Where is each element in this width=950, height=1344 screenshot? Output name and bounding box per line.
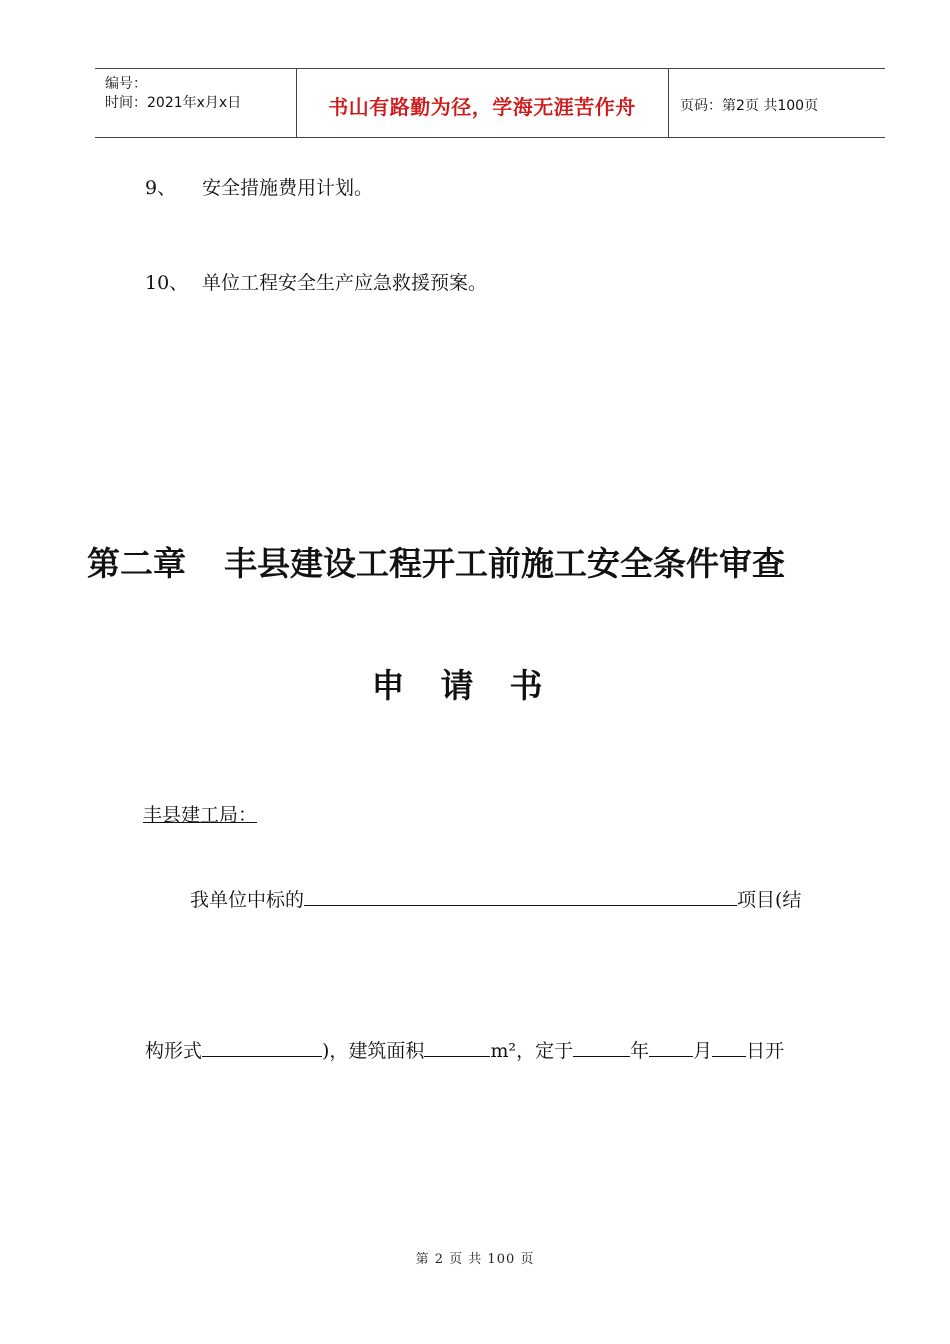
page-header xyxy=(95,68,885,138)
header-motto-cell xyxy=(296,69,669,137)
header-page-cell xyxy=(668,69,885,137)
list-item xyxy=(145,173,373,200)
letter-line-2 xyxy=(145,1036,784,1063)
letter-addressee: 丰县建工局： xyxy=(143,804,258,826)
year-text: 年 xyxy=(630,1040,650,1062)
line1-start-text: 我单位中标的 xyxy=(190,889,305,911)
document-time-label: 时间：2021年x月x日 xyxy=(105,95,242,111)
structure-form-text: 构形式 xyxy=(145,1040,203,1062)
month-blank xyxy=(649,1037,693,1057)
document-number-label: 编号： xyxy=(105,76,147,92)
line1-end-text: 项目(结 xyxy=(737,889,802,911)
header-page-label: 页码：第2页 共100页 xyxy=(680,98,819,114)
scheduled-text: m²，定于 xyxy=(490,1040,574,1062)
chapter-subtitle: 申请书 xyxy=(371,666,579,705)
building-area-blank xyxy=(424,1037,490,1057)
list-item-number: 9、 xyxy=(145,177,177,199)
month-text: 月 xyxy=(693,1040,713,1062)
header-info-cell xyxy=(95,69,297,137)
structure-form-blank xyxy=(202,1037,322,1057)
building-area-text: )，建筑面积 xyxy=(322,1040,425,1062)
chapter-heading xyxy=(87,538,785,585)
chapter-title: 丰县建设工程开工前施工安全条件审查 xyxy=(224,544,785,583)
letter-line-1 xyxy=(190,885,801,912)
list-item-text: 单位工程安全生产应急救援预案。 xyxy=(202,272,488,294)
header-motto: 书山有路勤为径，学海无涯苦作舟 xyxy=(328,95,636,119)
list-item-text: 安全措施费用计划。 xyxy=(202,177,374,199)
project-name-blank xyxy=(304,886,737,906)
day-start-text: 日开 xyxy=(746,1040,785,1062)
day-blank xyxy=(712,1037,746,1057)
list-item-number: 10、 xyxy=(145,272,189,294)
chapter-label: 第二章 xyxy=(87,544,186,583)
page-footer: 第 2 页 共 100 页 xyxy=(415,1252,535,1267)
list-item xyxy=(145,268,487,295)
year-blank xyxy=(573,1037,630,1057)
